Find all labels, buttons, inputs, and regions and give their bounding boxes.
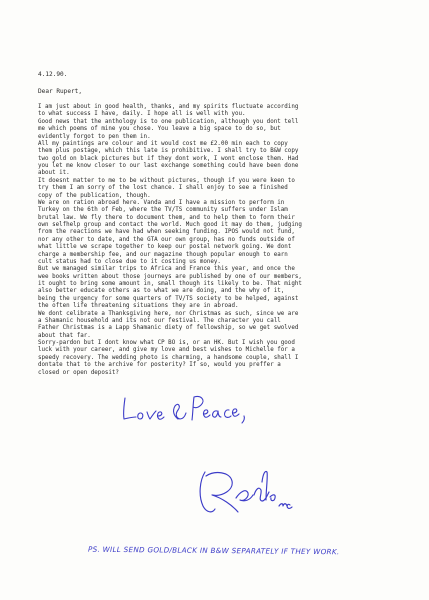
body-line: speedy recovery. The wedding photo is charming, a handsome couple, shall I	[38, 354, 299, 361]
body-line: All my paintings are colour and it would cost me £2.00 min each to copy	[38, 140, 288, 147]
body-line: I am just about in good health, thanks, and my spirits fluctuate according	[38, 104, 299, 110]
body-line: the often life threatening situations they are in abroad.	[38, 303, 239, 310]
body-line: being the urgency for some quarters of TV/TS society to be helped, against	[38, 295, 299, 302]
body-line: dontate that to the archive for posterity? If so, would you preffer a	[38, 362, 281, 369]
body-line: charge a membership fee, and our magazine though popular enough to earn	[38, 251, 288, 258]
body-line: it ought to bring some amount in, small though its likely to be. That might	[38, 281, 302, 287]
body-line: cult status had to close due to it costing us money.	[38, 258, 221, 265]
body-line: a Shamanic household and its not our festival. The character you call	[38, 317, 281, 324]
body-line: to what success I have, daily. I hope all is well with you.	[38, 111, 246, 118]
signature-scribble	[200, 471, 292, 512]
body-line: evidently forgot to pen them in.	[38, 133, 151, 140]
body-line: Turkey on the 6th of Feb, where the TV/TS community suffers under Islam	[38, 207, 288, 214]
body-line: brutal law. We fly there to document them, and to help them to form their	[38, 214, 295, 221]
body-line: try them I am sorry of the lost chance. I shall enjoy to see a finished	[38, 185, 288, 192]
body-line: Good news that the anthology is to one publication, although you dont tell	[38, 118, 299, 125]
body-line: from the reactions we have had when seeking funding. IPOS would not fund,	[38, 229, 295, 236]
body-line: them plus postage, which this late is prohibitive. I shall try to B&W copy	[38, 148, 299, 155]
body-line: closed or open deposit?	[38, 369, 119, 376]
letter-salutation: Dear Rupert,	[38, 88, 83, 95]
body-line: about that far.	[38, 332, 91, 339]
body-line: you let me know closer to our last exchange something could have been done	[38, 163, 299, 169]
body-line: copy of the publication, though.	[38, 192, 151, 199]
closing-handwriting	[124, 397, 245, 423]
body-line: own selfhelp group and contact the world. Much good it may do them, judging	[38, 222, 302, 228]
body-line: me which poems of mine you chose. You leave a big space to do so, but	[38, 126, 281, 133]
body-line: It doesnt matter to me to be without pictures, though if you were keen to	[38, 177, 295, 184]
body-line: also better educate others as to what we are doing, and the why of it,	[38, 288, 285, 295]
body-line: nor any other to date, and the GTA our own group, has no funds outside of	[38, 236, 295, 243]
letter-body	[38, 104, 410, 377]
body-line: luck with your career, and give my love and best wishes to Michelle for a	[38, 347, 295, 354]
body-line: But we managed similar trips to Africa and France this year, and once the	[38, 266, 295, 273]
body-line: We dont celibrate a Thanksgiving here, nor Christmas as such, since we are	[38, 310, 299, 317]
body-line: Father Christmas is a Lapp Shamanic diety of fellowship, so we get swolved	[38, 325, 299, 332]
postscript-text: PS. WILL SEND GOLD/BLACK IN B&W SEPARATELY IF THEY WORK.	[87, 544, 340, 557]
body-line: what little we scrape together to keep our postal network going. We dont	[38, 244, 292, 251]
letter-date: 4.12.90.	[38, 71, 68, 78]
body-line: two gold on black pictures but if they dont work, I wont enclose them. Had	[38, 155, 299, 162]
body-line: about it.	[38, 170, 70, 177]
body-line: Sorry-pardon but I dont know what CP BO is, or an HK. But I wish you good	[38, 340, 295, 346]
body-line: We are on ration abroad here. Vanda and I have a mission to perform in	[38, 199, 285, 206]
body-line: wee books written about those journeys are published by one of our members,	[38, 273, 302, 280]
